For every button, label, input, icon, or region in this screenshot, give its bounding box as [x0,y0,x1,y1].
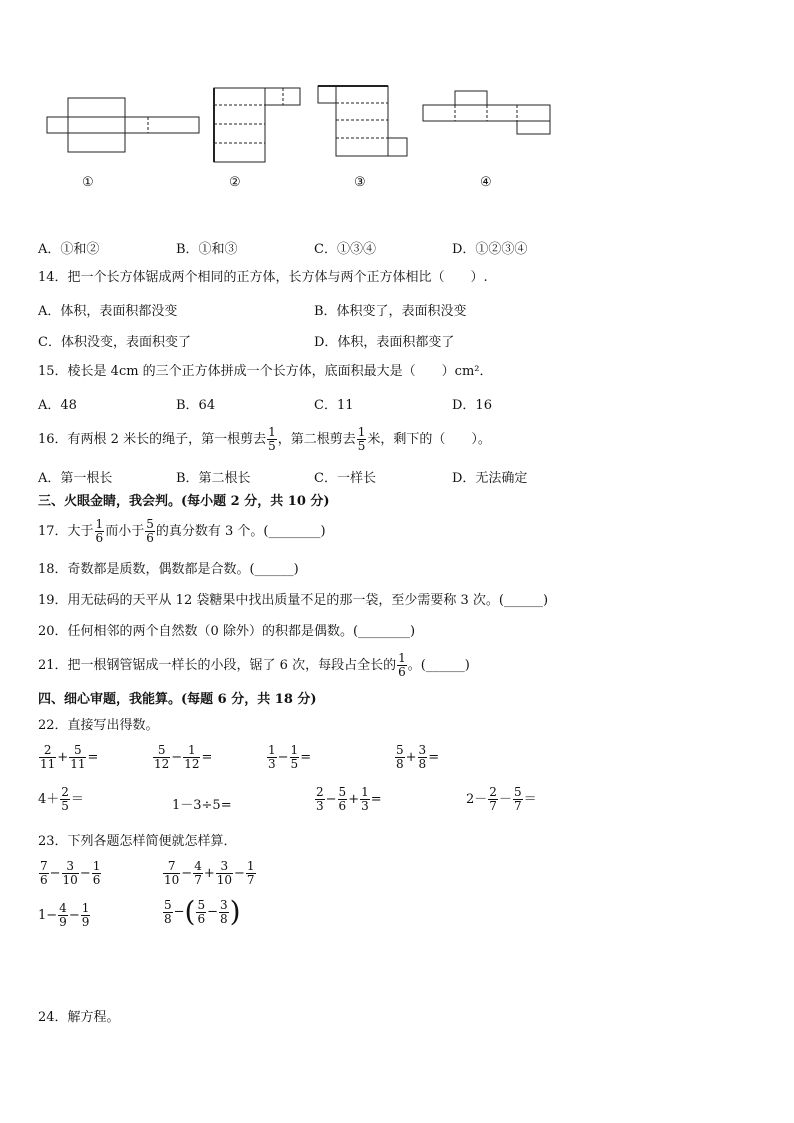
q22-expr-8: 2－ $\frac{2}{7}$ － $\frac{5}{7}$ ＝ [466,785,537,813]
q15-option-b: B．64 [176,398,216,413]
fraction: $\frac{1}{6}$ [398,651,406,679]
q22-expr-4: $\frac{5}{8}$ + $\frac{3}{8}$ = [396,743,440,771]
q18-text: 18．奇数都是质数，偶数都是合数。(______) [38,562,299,577]
q14-option-c: C．体积没变，表面积变了 [38,335,191,350]
q14-text: 14．把一个长方体锯成两个相同的正方体，长方体与两个正方体相比（ ）. [38,270,488,285]
section-3-title: 三、火眼金睛，我会判。(每小题 2 分，共 10 分) [38,494,330,509]
fraction: $\frac{5}{6}$ [146,517,154,545]
figure-label-3: ③ [354,175,366,190]
net-figure-2 [214,88,300,162]
net-figure-1 [47,98,199,152]
q22-expr-1: $\frac{2}{11}$ + $\frac{5}{11}$ = [40,743,99,771]
q13-option-c: C．①③④ [314,242,376,257]
q13-option-d: D．①②③④ [452,242,528,257]
net-figure-3 [318,86,407,156]
q20-text: 20．任何相邻的两个自然数（0 除外）的积都是偶数。(________) [38,624,416,639]
q23-expr-3: 1− $\frac{4}{9}$ − $\frac{1}{9}$ [38,901,90,929]
q23-expr-4: $\frac{5}{8}$ −( $\frac{5}{6}$ − $\frac{3}{8}$ ) [164,895,241,928]
q22-text: 22．直接写出得数。 [38,718,159,733]
q14-option-b: B．体积变了，表面积没变 [314,304,467,319]
q14-option-d: D．体积，表面积都变了 [314,335,455,350]
q23-text: 23．下列各题怎样简便就怎样算． [38,834,237,849]
q21-text: 21．把一根钢管锯成一样长的小段，锯了 6 次，每段占全长的 $\frac{1}{6}$ 。(______) [38,651,470,679]
figure-label-4: ④ [480,175,492,190]
figure-label-1: ① [82,175,94,190]
q15-text: 15．棱长是 4cm 的三个正方体拼成一个长方体，底面积最大是（ ）cm²． [38,364,493,379]
fraction: $\frac{1}{6}$ [95,517,104,545]
fraction: $\frac{1}{5}$ [268,425,276,453]
q16-option-a: A．第一根长 [38,471,113,486]
q22-expr-7: $\frac{2}{3}$ − $\frac{5}{6}$ + $\frac{1}{3}$ = [316,785,382,813]
q16-option-b: B．第二根长 [176,471,251,486]
cube-net-figures [0,0,794,200]
figure-label-2: ② [229,175,241,190]
q23-expr-2: $\frac{7}{10}$ − $\frac{4}{7}$ + $\frac{3}{10}$ − $\frac{1}{7}$ [164,859,255,887]
q13-option-b: B．①和③ [176,242,238,257]
q16-option-c: C．一样长 [314,471,376,486]
q16-text: 16．有两根 2 米长的绳子，第一根剪去 $\frac{1}{5}$ ，第二根剪去 $\frac{1}{5}$ 米，剩下的（ ）。 [38,425,491,453]
fraction: $\frac{1}{5}$ [357,425,366,453]
q17-text: 17．大于 $\frac{1}{6}$ 而小于 $\frac{5}{6}$ 的真分数有 3 个。(________) [38,517,326,545]
net-figure-4 [423,91,550,134]
q15-option-d: D．16 [452,398,492,413]
q15-option-a: A．48 [38,398,77,413]
q22-expr-6: 1－3÷5= [172,798,232,813]
q13-option-a: A．①和② [38,242,100,257]
section-4-title: 四、细心审题，我能算。(每题 6 分，共 18 分) [38,692,317,707]
q22-expr-5: 4＋ $\frac{2}{5}$ ＝ [38,785,84,813]
q22-expr-3: $\frac{1}{3}$ − $\frac{1}{5}$ = [268,743,312,771]
q22-expr-2: $\frac{5}{12}$ − $\frac{1}{12}$ = [154,743,213,771]
q23-expr-1: $\frac{7}{6}$ − $\frac{3}{10}$ − $\frac{1}{6}$ [40,859,101,887]
q15-option-c: C．11 [314,398,354,413]
q14-option-a: A．体积，表面积都没变 [38,304,178,319]
q16-option-d: D．无法确定 [452,471,528,486]
q19-text: 19．用无砝码的天平从 12 袋糖果中找出质量不足的那一袋，至少需要称 3 次。(______) [38,593,549,608]
q24-text: 24．解方程。 [38,1010,120,1025]
